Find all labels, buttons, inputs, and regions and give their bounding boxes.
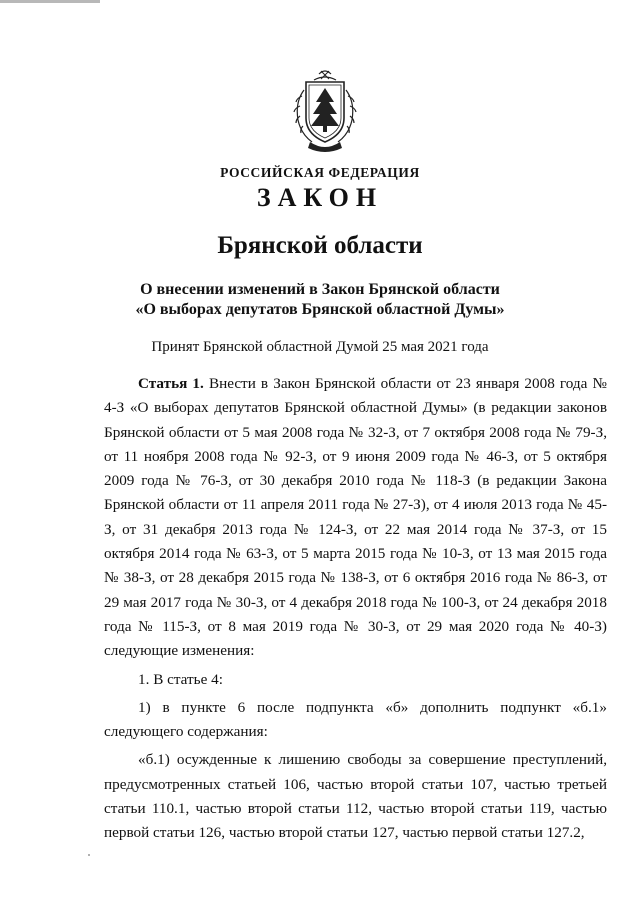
item-1: 1. В статье 4: <box>138 670 223 688</box>
scan-edge-mark <box>0 0 100 3</box>
item-1-subitem-1: 1) в пункте 6 после подпункта «б» дополнить подпункт «б.1» следующего содержания: <box>104 698 607 741</box>
subitem-b1-text: «б.1) осужденные к лишению свободы за совершение преступлений, предусмотренных статьей 106, частью второй статьи 107, частью третьей статьи 110.1, частью второй статьи 112, частью второй статьи 119, частью первой статьи 126, частью второй статьи 127, частью первой статьи 127.2, <box>104 751 607 842</box>
bryansk-coat-of-arms-emblem <box>290 68 360 154</box>
article-1-lead: Статья 1. <box>138 375 204 392</box>
document-type-title: ЗАКОН <box>256 183 384 212</box>
law-subject <box>0 280 640 320</box>
law-body <box>104 372 607 850</box>
scan-speck <box>88 854 90 856</box>
law-subject-line-2: «О выборах депутатов Брянской областной Думы» <box>135 301 505 318</box>
law-subject-line-1: О внесении изменений в Закон Брянской области <box>140 281 500 298</box>
article-1-paragraph <box>104 372 607 664</box>
adoption-note: Принят Брянской областной Думой 25 мая 2021 года <box>151 339 489 355</box>
region-title: Брянской области <box>217 232 423 259</box>
country-heading: РОССИЙСКАЯ ФЕДЕРАЦИЯ <box>220 165 420 180</box>
article-1-text: Внести в Закон Брянской области от 23 января 2008 года № 4-З «О выборах депутатов Брянской областной Думы» (в редакции законов Брянской области от 5 мая 2008 года № 32-З, от 7 октября 2008 года № 79-З, от 11 ноября 2008 года № 92-З, от 9 июня 2009 года № 46-З, от 5 октября 2009 года № 76-З, от 30 декабря 2010 года № 118-З (в редакции Закона Брянской области от 11 апреля 2011 года № 27-З), от 4 июля 2013 года № 45-З, от 31 декабря 2013 года № 124-З, от 22 мая 2014 года № 37-З, от 15 октября 2014 года № 63-З, от 5 марта 2015 года № 10-З, от 13 мая 2015 года № 38-З, от 28 декабря 2015 года № 138-З, от 6 октября 2016 года № 86-З, от 29 мая 2017 года № 30-З, от 4 декабря 2018 года № 100-З, от 24 декабря 2018 года № 115-З, от 8 мая 2019 года № 30-З, от 29 мая 2020 года № 40-З) следующие изменения: <box>104 375 607 660</box>
